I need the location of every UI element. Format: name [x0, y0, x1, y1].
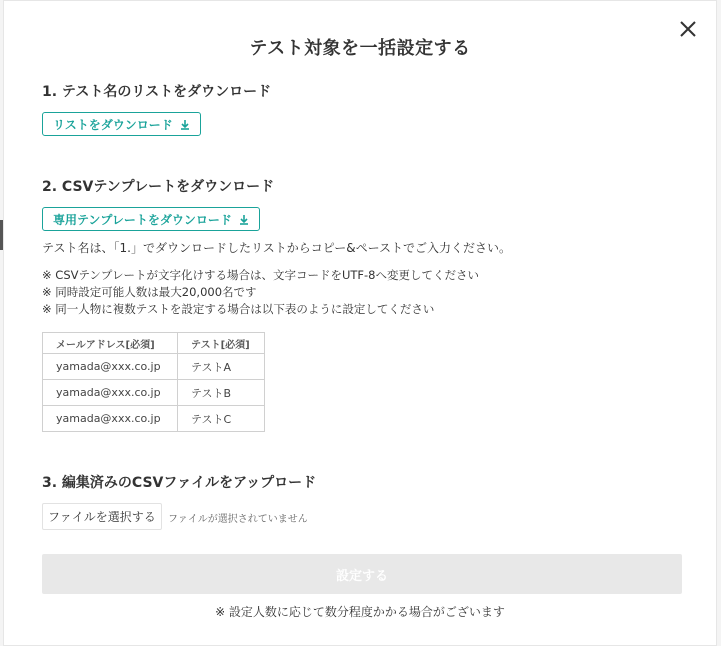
cell-email: yamada@xxx.co.jp — [43, 380, 178, 406]
section1-heading: 1. テスト名のリストをダウンロード — [42, 84, 272, 100]
example-table — [42, 332, 265, 432]
duration-footnote: ※ 設定人数に応じて数分程度かかる場合がございます — [215, 605, 505, 619]
download-template-button[interactable] — [42, 207, 260, 231]
download-icon — [180, 119, 190, 130]
table-row — [43, 380, 265, 406]
download-icon — [239, 214, 249, 225]
column-header-email: メールアドレス[必須] — [43, 333, 178, 354]
cell-test: テストB — [178, 380, 265, 406]
submit-button[interactable]: 設定する — [42, 554, 682, 594]
section2-heading: 2. CSVテンプレートをダウンロード — [42, 179, 275, 195]
note-max-users: ※ 同時設定可能人数は最大20,000名です — [42, 285, 257, 299]
table-row — [43, 354, 265, 380]
cell-email: yamada@xxx.co.jp — [43, 406, 178, 432]
section3-heading: 3. 編集済みのCSVファイルをアップロード — [42, 475, 317, 491]
file-status-text: ファイルが選択されていません — [168, 514, 308, 525]
note-multiple-tests: ※ 同一人物に複数テストを設定する場合は以下表のように設定してください — [42, 302, 435, 316]
download-list-label: リストをダウンロード — [53, 117, 173, 132]
cell-email: yamada@xxx.co.jp — [43, 354, 178, 380]
cell-test: テストC — [178, 406, 265, 432]
bulk-assign-modal — [3, 0, 717, 646]
column-header-test: テスト[必須] — [178, 333, 265, 354]
download-list-button[interactable] — [42, 112, 201, 136]
cell-test: テストA — [178, 354, 265, 380]
table-row — [43, 406, 265, 432]
note-encoding: ※ CSVテンプレートが文字化けする場合は、文字コードをUTF-8へ変更してください — [42, 268, 479, 282]
table-header-row — [43, 333, 265, 354]
modal-title: テスト対象を一括設定する — [249, 38, 471, 59]
download-template-label: 専用テンプレートをダウンロード — [53, 212, 232, 227]
template-instruction: テスト名は、「1.」でダウンロードしたリストからコピー&ペーストでご入力ください。 — [42, 241, 512, 255]
choose-file-button[interactable]: ファイルを選択する — [42, 503, 162, 530]
